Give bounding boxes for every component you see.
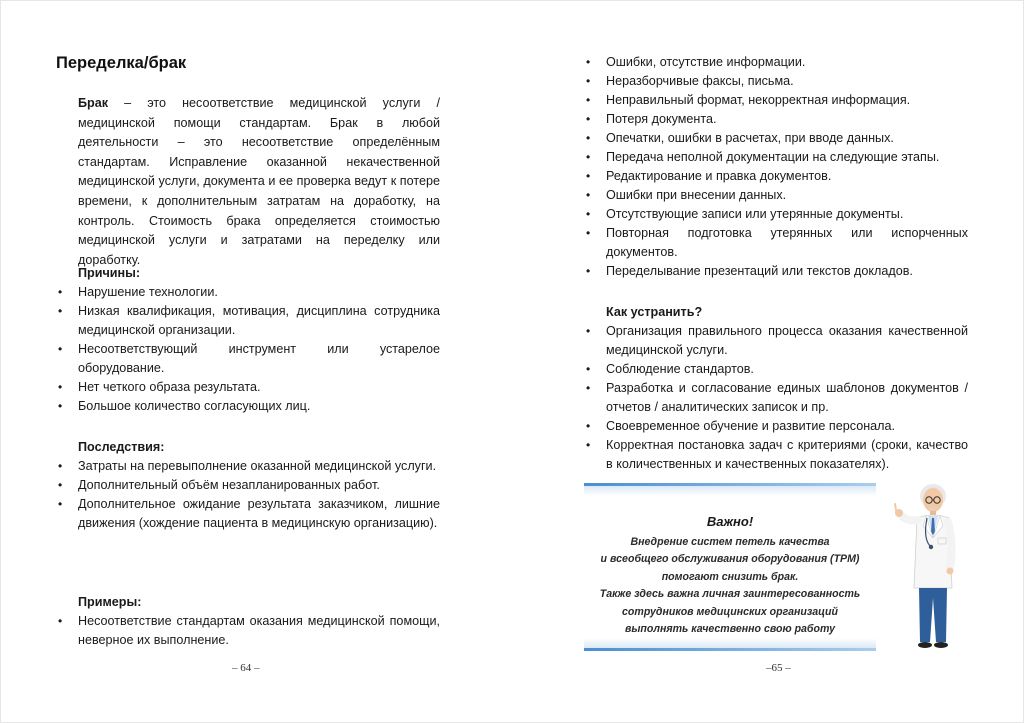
- important-line: и всеобщего обслуживания оборудования (ТРМ): [600, 553, 860, 566]
- important-line: Также здесь важна личная заинтересованность: [599, 588, 861, 601]
- important-line: помогают снизить брак.: [661, 570, 799, 583]
- list-item: • Большое количество согласующих лиц.: [56, 397, 440, 416]
- list-item: • Дополнительный объём незапланированных работ.: [56, 476, 440, 495]
- consequences-list: [56, 457, 440, 533]
- page-number-left: – 64 –: [232, 662, 260, 674]
- important-bottom-bar: [584, 648, 876, 651]
- important-text: [584, 534, 876, 638]
- causes-title: Причины:: [78, 266, 141, 280]
- list-item: • Дополнительное ожидание результата заказчиком, лишние движения (хождение пациента в медицинскую организацию).: [56, 495, 440, 533]
- list-item: • Несоответствующий инструмент или устарелое оборудование.: [56, 340, 440, 378]
- list-item: • Неправильный формат, некорректная информация.: [584, 91, 968, 110]
- list-item: • Передача неполной документации на следующие этапы.: [584, 148, 968, 167]
- list-item: • Ошибки, отсутствие информации.: [584, 53, 968, 72]
- page-number-right: –65 –: [766, 662, 791, 674]
- causes-list: [56, 283, 440, 416]
- consequences-title: Последствия:: [78, 440, 165, 454]
- important-bottom-glow: [584, 638, 876, 648]
- list-item: • Повторная подготовка утерянных или испорченных документов.: [584, 224, 968, 262]
- important-note-box: [584, 483, 876, 651]
- list-item: • Своевременное обучение и развитие персонала.: [584, 417, 968, 436]
- list-item: • Неразборчивые факсы, письма.: [584, 72, 968, 91]
- list-item: • Организация правильного процесса оказания качественной медицинской услуги.: [584, 322, 968, 360]
- list-item: • Редактирование и правка документов.: [584, 167, 968, 186]
- list-item: • Соблюдение стандартов.: [584, 360, 968, 379]
- list-item: • Нет четкого образа результата.: [56, 378, 440, 397]
- important-line: Внедрение систем петель качества: [630, 536, 830, 548]
- intro-paragraph: [78, 94, 440, 270]
- doctor-icon: [890, 476, 970, 656]
- list-item: • Потеря документа.: [584, 110, 968, 129]
- list-item: • Ошибки при внесении данных.: [584, 186, 968, 205]
- examples-continued-list: [584, 53, 968, 281]
- list-item: • Опечатки, ошибки в расчетах, при вводе данных.: [584, 129, 968, 148]
- examples-title: Примеры:: [78, 595, 142, 609]
- important-top-glow: [584, 486, 876, 496]
- list-item: • Несоответствие стандартам оказания медицинской помощи, неверное их выполнение.: [56, 612, 440, 650]
- important-title: Важно!: [706, 514, 754, 529]
- list-item: • Корректная постановка задач с критериями (сроки, качество в количественных и качественных показателях).: [584, 436, 968, 474]
- list-item: • Затраты на перевыполнение оказанной медицинской услуги.: [56, 457, 440, 476]
- intro-term: Брак: [78, 96, 109, 110]
- important-line: выполнять качественно свою работу: [624, 623, 836, 636]
- list-item: • Отсутствующие записи или утерянные документы.: [584, 205, 968, 224]
- fix-title: Как устранить?: [606, 305, 703, 319]
- page-title: Переделка/брак: [56, 54, 187, 72]
- list-item: • Переделывание презентаций или текстов докладов.: [584, 262, 968, 281]
- important-line: сотрудников медицинских организаций: [622, 605, 838, 618]
- examples-list: [56, 612, 440, 650]
- list-item: • Низкая квалификация, мотивация, дисциплина сотрудника медицинской организации.: [56, 302, 440, 340]
- fix-list: [584, 322, 968, 474]
- list-item: • Нарушение технологии.: [56, 283, 440, 302]
- intro-text: – это несоответствие медицинской услуги / медицинской помощи стандартам. Брак в любой деятельности – это несоответствие определённым стандартам. Исправление оказанной некачественной медицинской услуги, документа и ее проверка ведут к потере времени, к дополнительным затратам на доработку, на контроль. Стоимость брака определяется стоимостью медицинской услуги и затратами на переделку или доработку.: [78, 96, 440, 267]
- list-item: • Разработка и согласование единых шаблонов документов / отчетов / аналитических записок и пр.: [584, 379, 968, 417]
